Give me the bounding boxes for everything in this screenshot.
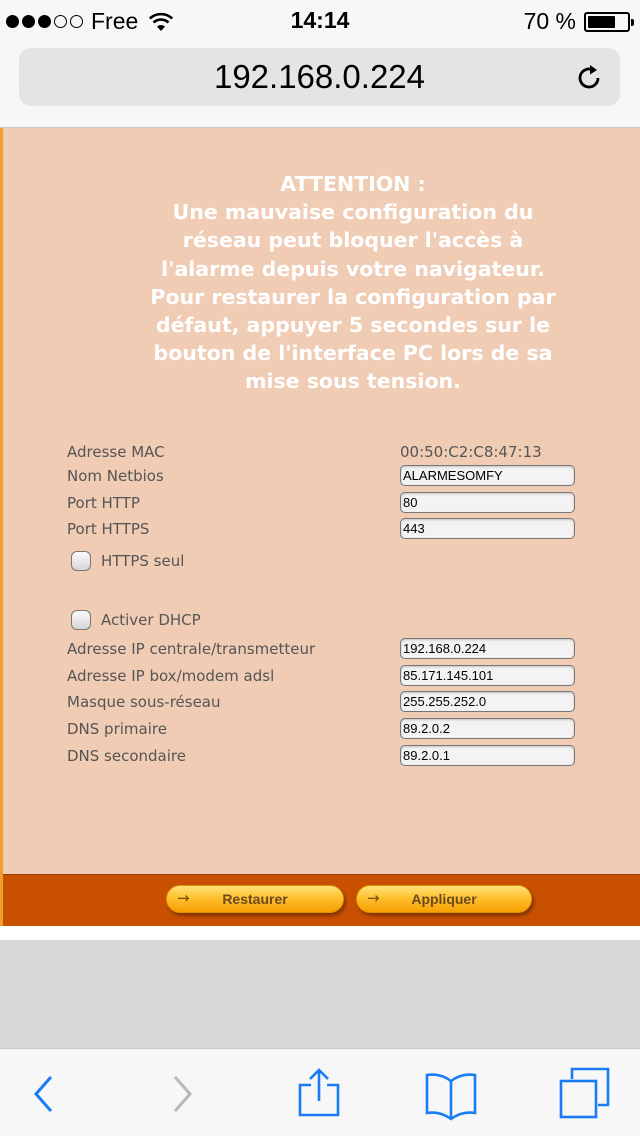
restore-button[interactable] (166, 885, 344, 913)
warning-line: Pour restaurer la configuration par (150, 284, 556, 309)
dns-secondary-row (67, 745, 587, 769)
ip-box-input[interactable] (400, 665, 575, 686)
ip-box-label: Adresse IP box/modem adsl (67, 667, 275, 685)
dhcp-row (71, 607, 201, 633)
warning-title: ATTENTION : (280, 172, 426, 196)
browser-address-area (0, 40, 640, 128)
status-right (524, 8, 630, 35)
status-bar (0, 0, 640, 40)
forward-icon[interactable] (156, 1067, 210, 1121)
https-port-row (67, 518, 587, 542)
page-bottom-gap (0, 926, 640, 940)
ip-central-input[interactable] (400, 638, 575, 659)
warning-line: défaut, appuyer 5 secondes sur le (155, 313, 551, 338)
subnet-mask-label: Masque sous-réseau (67, 693, 221, 711)
restore-button-label: Restaurer (222, 891, 288, 907)
https-port-label: Port HTTPS (67, 520, 150, 538)
dhcp-label: Activer DHCP (101, 611, 201, 629)
apply-button[interactable] (356, 885, 532, 913)
dns-primary-label: DNS primaire (67, 720, 167, 738)
https-only-label: HTTPS seul (101, 552, 185, 570)
https-only-checkbox[interactable] (71, 551, 91, 571)
ip-central-label: Adresse IP centrale/transmetteur (67, 640, 316, 658)
arrow-right-icon: → (177, 889, 190, 907)
apply-button-label: Appliquer (411, 891, 477, 907)
https-port-input[interactable] (400, 518, 575, 539)
reload-icon[interactable] (574, 62, 606, 94)
subnet-mask-input[interactable] (400, 691, 575, 712)
netbios-label: Nom Netbios (67, 467, 164, 485)
netbios-row (67, 465, 587, 489)
netbios-input[interactable] (400, 465, 575, 486)
warning-line: bouton de l'interface PC lors de sa (153, 341, 553, 366)
http-port-input[interactable] (400, 492, 575, 513)
warning-line: l'alarme depuis votre navigateur. (161, 256, 545, 281)
battery-level (588, 16, 615, 28)
warning-line: Une mauvaise configuration du (172, 200, 534, 225)
https-only-row (71, 548, 184, 574)
clock: 14:14 (290, 7, 350, 33)
dns-secondary-input[interactable] (400, 745, 575, 766)
mac-row (67, 441, 587, 465)
bookmarks-icon[interactable] (424, 1067, 478, 1121)
arrow-right-icon: → (367, 889, 380, 907)
mac-label: Adresse MAC (67, 443, 165, 461)
dhcp-checkbox[interactable] (71, 610, 91, 630)
http-port-label: Port HTTP (67, 494, 140, 512)
action-bar (3, 874, 640, 926)
http-port-row (67, 492, 587, 516)
browser-toolbar (0, 1048, 640, 1136)
ip-central-row (67, 638, 587, 662)
back-icon[interactable] (16, 1067, 70, 1121)
warning-line: mise sous tension. (245, 369, 461, 394)
warning-message (73, 170, 633, 396)
carrier-name: Free (91, 8, 139, 34)
share-icon[interactable] (292, 1067, 346, 1121)
subnet-mask-row (67, 691, 587, 715)
dns-primary-input[interactable] (400, 718, 575, 739)
ip-box-row (67, 665, 587, 689)
tabs-icon[interactable] (558, 1067, 612, 1121)
dns-secondary-label: DNS secondaire (67, 747, 186, 765)
dns-primary-row (67, 718, 587, 742)
warning-line: réseau peut bloquer l'accès à (182, 228, 524, 253)
page-overscroll-area (0, 940, 640, 1048)
battery-percent: 70 % (523, 8, 576, 34)
mac-value: 00:50:C2:C8:47:13 (400, 443, 542, 461)
battery-icon (584, 12, 630, 32)
config-page (0, 128, 640, 926)
url-text: 192.168.0.224 (213, 58, 426, 95)
address-bar[interactable] (19, 48, 620, 106)
